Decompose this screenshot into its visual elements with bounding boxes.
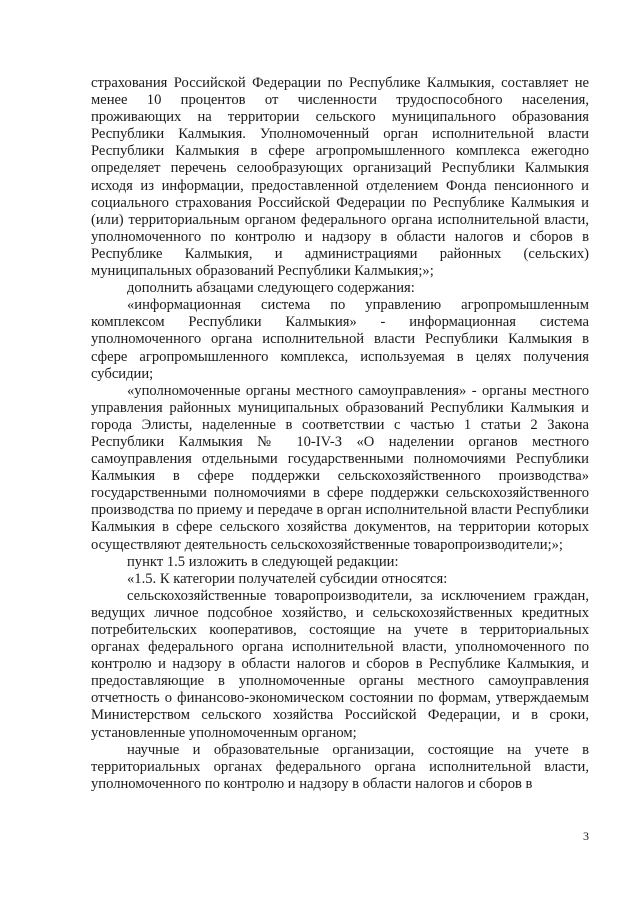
paragraph-definition-info-system: «информационная система по управлению агропромышленным комплексом Республики Калмыкия» - информационная система уполномоченного органа исполнительной власти Республики Калмыкия в сфере агропромышленного комплекса, используемая в целях получения субсидии;	[91, 297, 589, 382]
paragraph-continuation: страхования Российской Федерации по Республике Калмыкия, составляет не менее 10 процентов от численности трудоспособного населения, проживающих на территории сельского муниципального образования Республики Калмыкия. Уполномоченный орган исполнительной власти Республики Калмыкия в сфере агропромышленного комплекса ежегодно определяет перечень селообразующих организаций Республики Калмыкия исходя из информации, предоставленной отделением Фонда пенсионного и социального страхования Российской Федерации по Республике Калмыкия и (или) территориальным органом федерального органа исполнительной власти, уполномоченного по контролю и надзору в области налогов и сборов в Республике Калмыкия, и администрациями районных (сельских) муниципальных образований Республики Калмыкия;»;	[91, 75, 589, 280]
paragraph-definition-local-authorities: «уполномоченные органы местного самоуправления» - органы местного управления районных муниципальных образований Республики Калмыкия и города Элисты, наделенные в соответствии с частью 1 статьи 2 Закона Республики Калмыкия № 10-IV-З «О наделении органов местного самоуправления отдельными государственными полномочиями Республики Калмыкия в сфере поддержки сельскохозяйственного производства» государственными полномочиями в сфере поддержки сельскохозяйственного производства по приему и передаче в орган исполнительной власти Республики Калмыкия в сфере сельского хозяйства документов, на территории которых осуществляют деятельность сельскохозяйственные товаропроизводители;»;	[91, 382, 589, 553]
paragraph-instruction-add: дополнить абзацами следующего содержания:	[127, 280, 415, 297]
paragraph-category-scientific: научные и образовательные организации, состоящие на учете в территориальных органах федерального органа исполнительной власти, уполномоченного по контролю и надзору в области налогов и сборов в	[91, 741, 589, 792]
paragraph-clause-heading: «1.5. К категории получателей субсидии относятся:	[127, 570, 448, 587]
document-body	[91, 75, 589, 793]
page-number: 3	[583, 829, 589, 843]
paragraph-instruction-clause: пункт 1.5 изложить в следующей редакции:	[127, 553, 399, 570]
paragraph-category-producers: сельскохозяйственные товаропроизводители, за исключением граждан, ведущих личное подсобное хозяйство, и сельскохозяйственных кредитных потребительских кооперативов, состоящие на учете в территориальных органах федерального органа исполнительной власти, уполномоченного по контролю и надзору в области налогов и сборов в Республике Калмыкия, и предоставляющие в уполномоченные органы местного самоуправления отчетность о финансово-экономическом состоянии по формам, утверждаемым Министерством сельского хозяйства Российской Федерации, и в сроки, установленные уполномоченным органом;	[91, 587, 589, 741]
